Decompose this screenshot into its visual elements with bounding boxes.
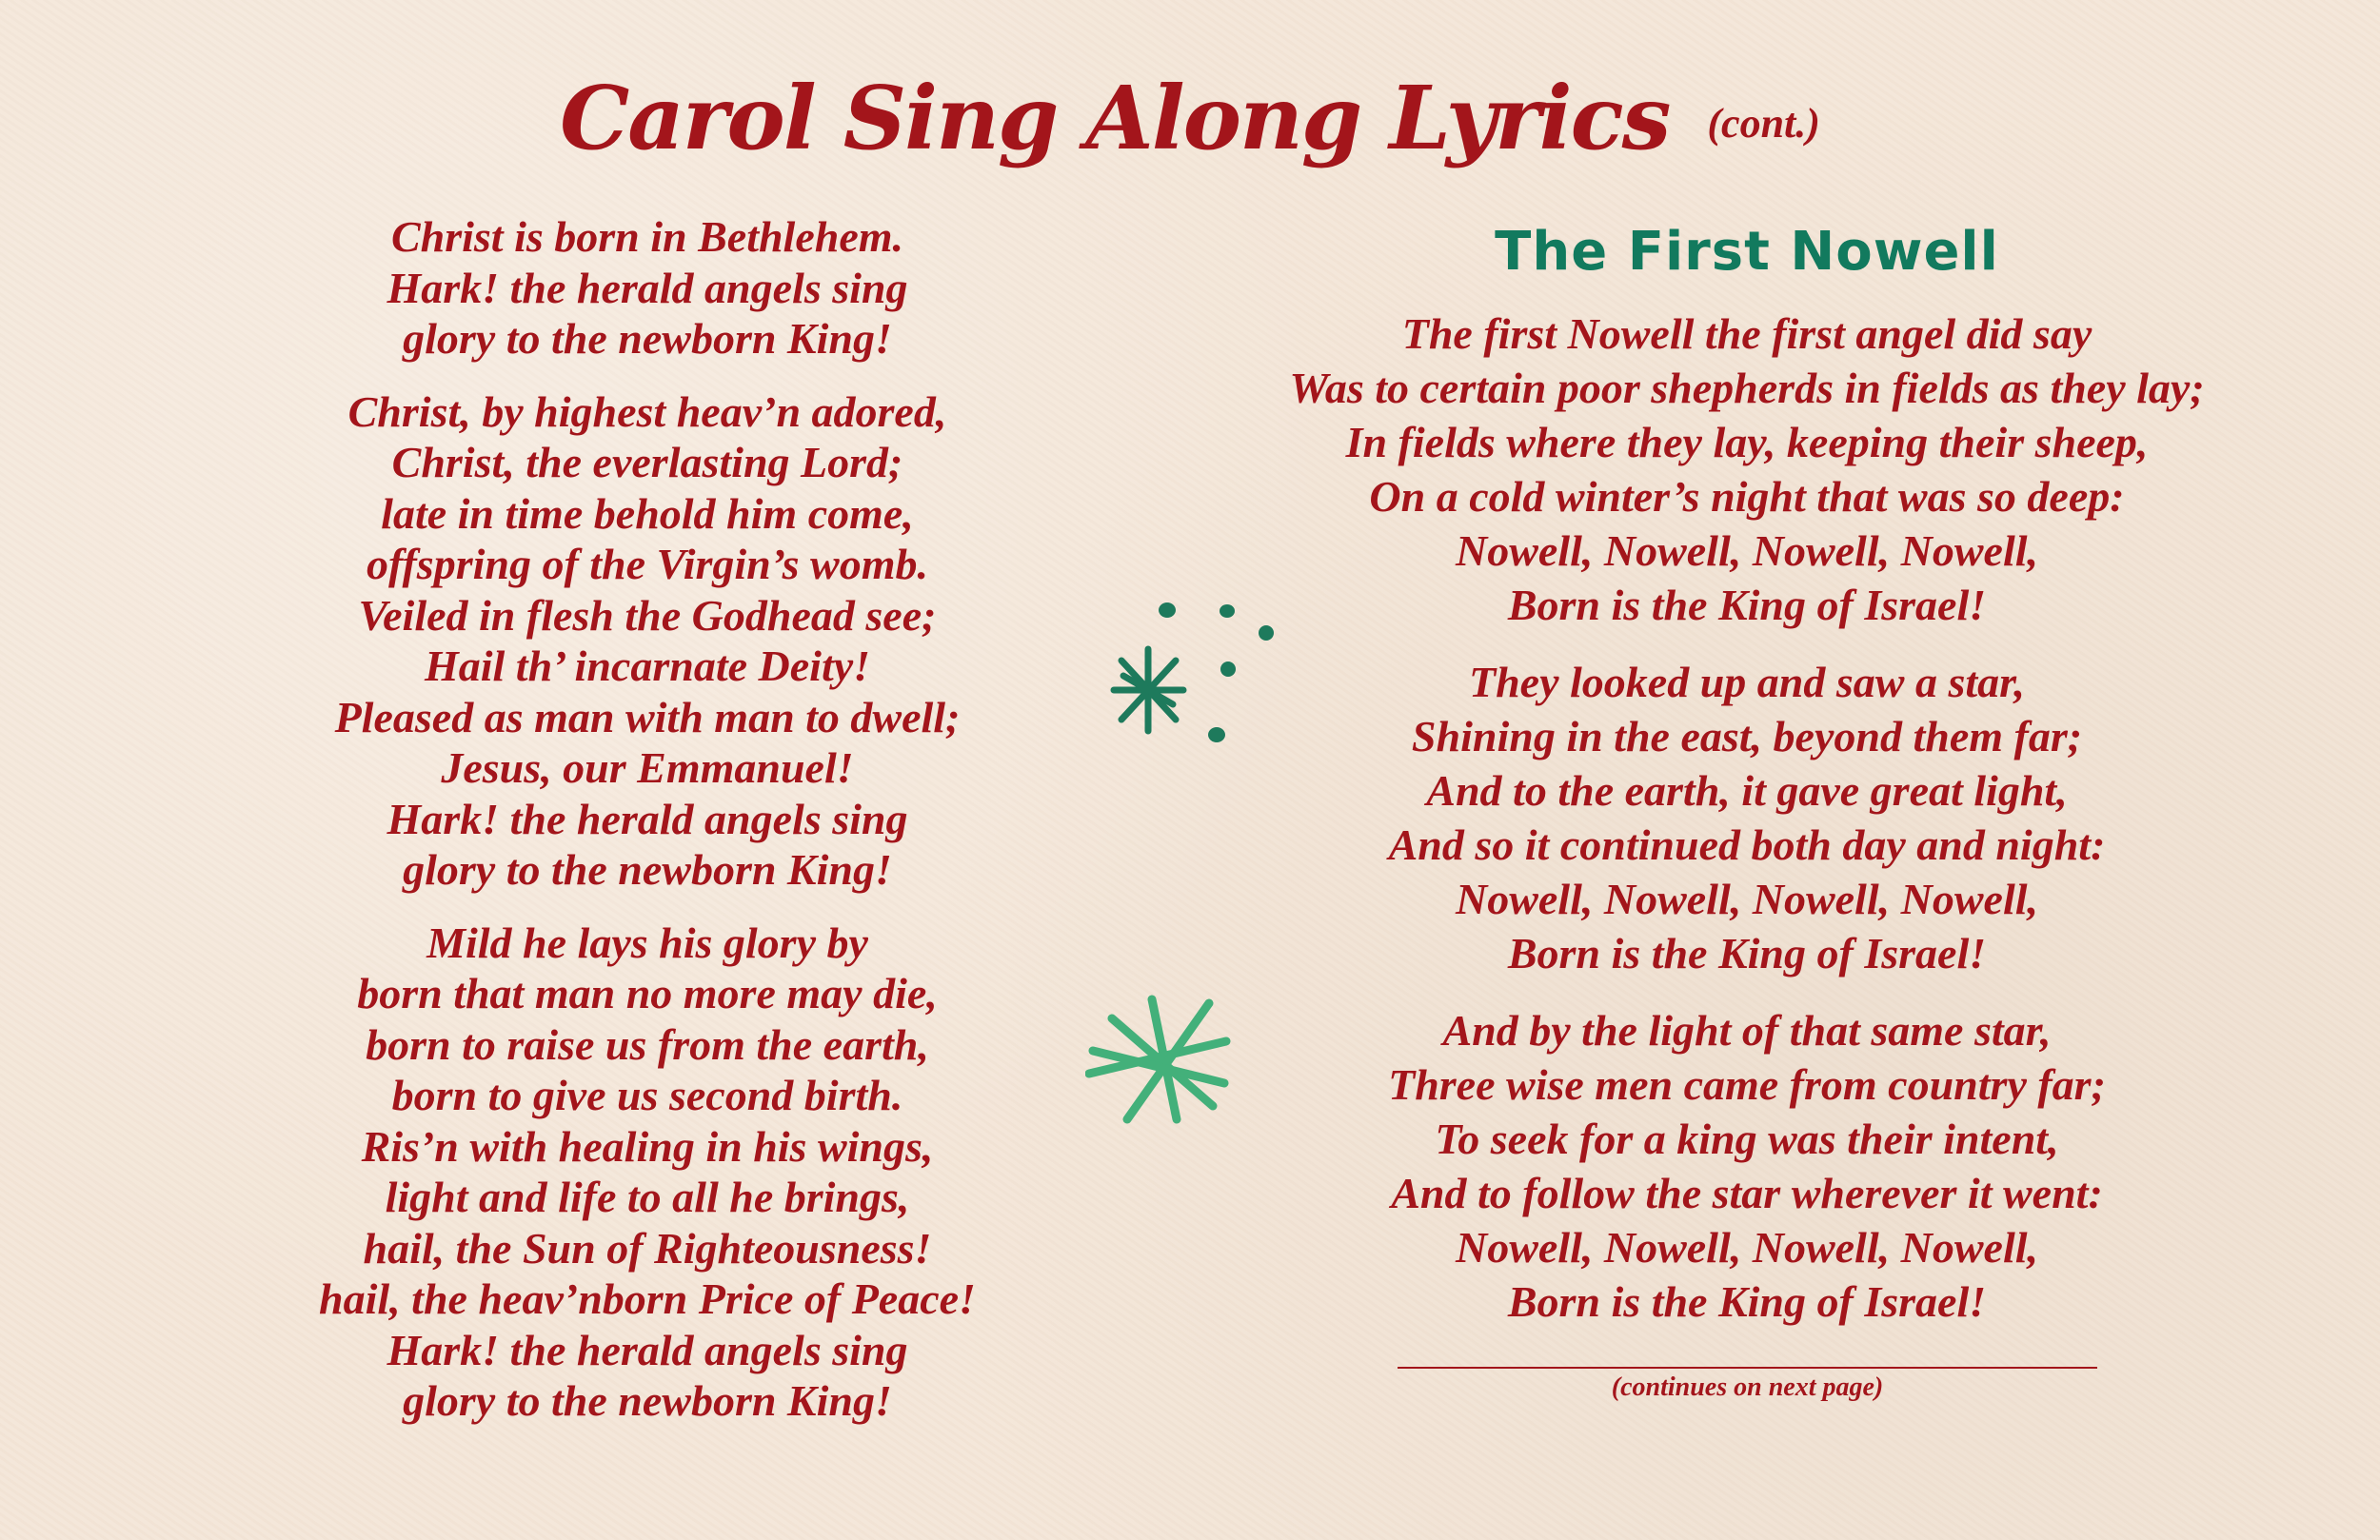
lyric-line: Three wise men came from country far;: [1388, 1060, 2106, 1109]
lyric-line: Nowell, Nowell, Nowell, Nowell,: [1455, 1223, 2038, 1272]
lyric-line: And so it continued both day and night:: [1388, 820, 2106, 869]
lyric-line: Shining in the east, beyond them far;: [1411, 712, 2083, 760]
title-cont: (cont.): [1707, 100, 1820, 147]
lyric-line: glory to the newborn King!: [403, 314, 892, 363]
lyric-line: Hark! the herald angels sing: [387, 794, 908, 843]
left-lyrics-column: [171, 211, 1123, 1427]
lyric-line: Hark! the herald angels sing: [387, 263, 908, 312]
decoration-stars: [1085, 581, 1295, 1152]
lyric-line: Mild he lays his glory by: [426, 918, 868, 967]
footer-divider: [1398, 1367, 2097, 1369]
stanza: [171, 211, 1123, 365]
lyric-line: Jesus, our Emmanuel!: [441, 743, 854, 792]
lyric-line: And to the earth, it gave great light,: [1426, 766, 2068, 815]
lyric-line: Christ, by highest heav’n adored,: [347, 386, 947, 436]
lyric-line: late in time behold him come,: [381, 488, 914, 538]
lyric-line: glory to the newborn King!: [403, 845, 892, 894]
lyric-line: Ris’n with healing in his wings,: [361, 1121, 934, 1171]
lyric-line: And to follow the star wherever it went:: [1391, 1169, 2103, 1217]
lyric-line: Born is the King of Israel!: [1507, 581, 1987, 629]
lyric-line: Christ is born in Bethlehem.: [390, 212, 904, 261]
lyric-line: hail, the Sun of Righteousness!: [363, 1223, 932, 1273]
lyric-line: offspring of the Virgin’s womb.: [366, 540, 929, 588]
lyric-line: born that man no more may die,: [357, 969, 938, 1017]
lyric-line: Christ, the everlasting Lord;: [391, 438, 903, 486]
lyric-line: Hark! the herald angels sing: [387, 1325, 908, 1374]
lyric-line: born to give us second birth.: [391, 1071, 903, 1119]
page-title: [0, 67, 2380, 169]
stanza: [1190, 655, 2304, 980]
lyric-line: Hail th’ incarnate Deity!: [424, 642, 871, 690]
stanza: [171, 918, 1123, 1427]
sparkle-star-icon: [1089, 999, 1226, 1119]
lyric-line: To seek for a king was their intent,: [1435, 1115, 2059, 1163]
right-lyrics-column: [1190, 306, 2304, 1329]
sparkle-star-icon: [1114, 649, 1183, 731]
lyric-line: On a cold winter’s night that was so deep:: [1369, 472, 2125, 521]
continues-note: (continues on next page): [1611, 1372, 1884, 1402]
title-text: Carol Sing Along Lyrics: [560, 67, 1670, 169]
lyric-line: Was to certain poor shepherds in fields as they lay;: [1289, 364, 2205, 412]
lyric-line: They looked up and saw a star,: [1468, 658, 2025, 706]
lyric-line: light and life to all he brings,: [385, 1173, 910, 1221]
lyric-line: Nowell, Nowell, Nowell, Nowell,: [1455, 875, 2038, 923]
lyric-line: born to raise us from the earth,: [366, 1019, 929, 1069]
lyric-line: Veiled in flesh the Godhead see;: [358, 590, 937, 640]
song-title: The First Nowell: [1495, 221, 1999, 283]
lyric-line: Pleased as man with man to dwell;: [334, 692, 961, 741]
stanza: [1190, 306, 2304, 632]
lyric-line: Born is the King of Israel!: [1507, 929, 1987, 977]
lyric-line: And by the light of that same star,: [1442, 1006, 2052, 1055]
lyric-line: Nowell, Nowell, Nowell, Nowell,: [1455, 526, 2038, 575]
lyric-line: Born is the King of Israel!: [1507, 1277, 1987, 1326]
stanza: [1190, 1003, 2304, 1329]
lyric-line: The first Nowell the first angel did say: [1401, 309, 2092, 358]
stanza: [171, 386, 1123, 896]
lyric-line: glory to the newborn King!: [403, 1376, 892, 1425]
lyric-line: In fields where they lay, keeping their sheep,: [1345, 418, 2149, 466]
lyric-line: hail, the heav’nborn Price of Peace!: [319, 1274, 976, 1323]
